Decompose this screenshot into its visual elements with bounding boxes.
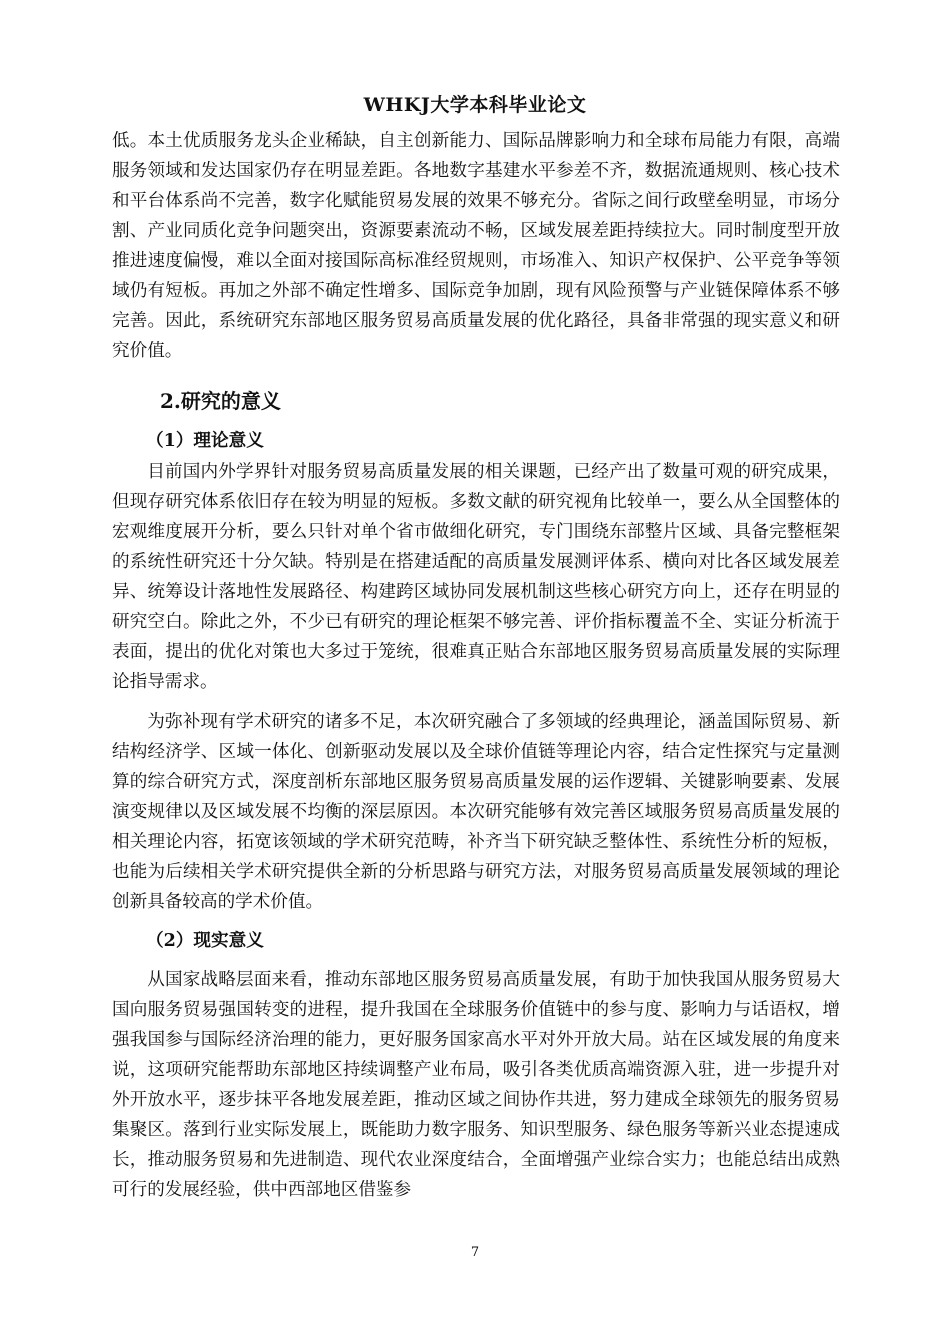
section-heading: 2.研究的意义 [160,389,281,413]
subsection-heading-theory: （1）理论意义 [146,430,264,451]
subsection-heading-practice: （2）现实意义 [146,930,264,951]
theory-paragraph-2: 为弥补现有学术研究的诸多不足，本次研究融合了多领域的经典理论，涵盖国际贸易、新结构经济学、区域一体化、创新驱动发展以及全球价值链等理论内容，结合定性探究与定量测算的综合研究方式，深度剖析东部地区服务贸易高质量发展的运作逻辑、关键影响要素、发展演变规律以及区域发展不均衡的深层原因。本次研究能够有效完善区域服务贸易高质量发展的相关理论内容，拓宽该领域的学术研究范畴，补齐当下研究缺乏整体性、系统性分析的短板，也能为后续相关学术研究提供全新的分析思路与研究方法，对服务贸易高质量发展领域的理论创新具备较高的学术价值。 [112,712,840,912]
theory-paragraph-1: 目前国内外学界针对服务贸易高质量发展的相关课题，已经产出了数量可观的研究成果，但现存研究体系依旧存在较为明显的短板。多数文献的研究视角比较单一，要么从全国整体的宏观维度展开分析，要么只针对单个省市做细化研究，专门围绕东部整片区域、具备完整框架的系统性研究还十分欠缺。特别是在搭建适配的高质量发展测评体系、横向对比各区域发展差异、统筹设计落地性发展路径、构建跨区域协同发展机制这些核心研究方向上，还存在明显的研究空白。除此之外，不少已有研究的理论框架不够完善、评价指标覆盖不全、实证分析流于表面，提出的优化对策也大多过于笼统，很难真正贴合东部地区服务贸易高质量发展的实际理论指导需求。 [112,462,840,692]
page-number: 7 [470,1245,480,1260]
practice-paragraph-1: 从国家战略层面来看，推动东部地区服务贸易高质量发展，有助于加快我国从服务贸易大国向服务贸易强国转变的进程，提升我国在全球服务价值链中的参与度、影响力与话语权，增强我国参与国际经济治理的能力，更好服务国家高水平对外开放大局。站在区域发展的角度来说，这项研究能帮助东部地区持续调整产业布局，吸引各类优质高端资源入驻，进一步提升对外开放水平，逐步抹平各地发展差距，推动区域之间协作共进，努力建成全球领先的服务贸易集聚区。落到行业实际发展上，既能助力数字服务、知识型服务、绿色服务等新兴业态提速成长，推动服务贸易和先进制造、现代农业深度结合，全面增强产业综合实力；也能总结出成熟可行的发展经验，供中西部地区借鉴参 [112,970,840,1200]
continuation-paragraph: 低。本土优质服务龙头企业稀缺，自主创新能力、国际品牌影响力和全球布局能力有限，高端服务领域和发达国家仍存在明显差距。各地数字基建水平参差不齐，数据流通规则、核心技术和平台体系尚不完善，数字化赋能贸易发展的效果不够充分。省际之间行政壁垒明显，市场分割、产业同质化竞争问题突出，资源要素流动不畅，区域发展差距持续拉大。同时制度型开放推进速度偏慢，难以全面对接国际高标准经贸规则，市场准入、知识产权保护、公平竞争等领域仍有短板。再加之外部不确定性增多、国际竞争加剧，现有风险预警与产业链保障体系不够完善。因此，系统研究东部地区服务贸易高质量发展的优化路径，具备非常强的现实意义和研究价值。 [112,131,840,361]
page-header-title: WHKJ大学本科毕业论文 [363,94,587,116]
